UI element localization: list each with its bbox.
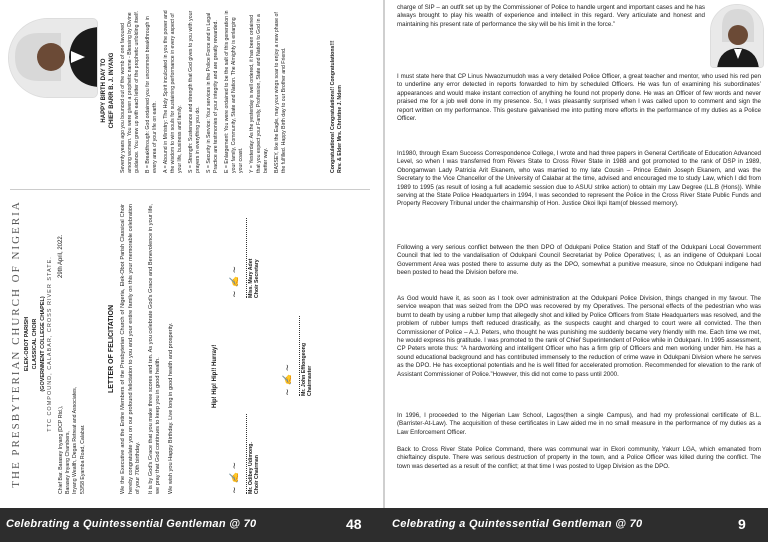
portrait-icon xyxy=(9,18,98,97)
body-paragraph: As God would have it, as soon as I took over administration at the Odukpani Police Division, things changed in my favour. The service weapon that was seized from the DPO was recovered by my Operatives. The personal effects of the pedestrian who was burnt to death by using a rubber lump that allegedly shot and killed by Police Officers from State Headquarters was resolved, and the problem of rubber lumps theft reduced drastically, as the suspects caught and charged to court were all convicted. The then Commissioner of Police – A.J. Peters, who thought he was punishing me suddenly became very friendly with me. Each time we met, he would express his gratitude. I was promoted to the rank of Chief Superintendent of Police while in Odukpani. In 1995 assessment, CP Peters wrote thus: “A hardworking and intelligent Officer who has a firm grip of Officers and men working under him. He has a sound educational background and has contributed immensely to the reduction of crime wave in Odukpani Division where he serves as the DPO. He has exceptional potentials and he is well fitted for accelerated promotion. Recommended for elevation to the rank of Assistant Commissioner of Police.”However, this did not come to pass until 2000. xyxy=(397,295,761,378)
body-paragraph: charge of SIP – an outfit set up by the Commissioner of Police to handle urgent and important cases and he has always brought to play his wealth of experience and intellect in this regard. Very articulate and honest and maintaining his present rate of performance the sky will be his limit in the force.” xyxy=(397,4,705,28)
birthday-paragraph: S = Strength: Sustenance and strength that God gives to you with your prayers in everything you do. xyxy=(188,10,201,173)
church-letterhead xyxy=(10,194,53,494)
recipient-line: Barasey Inyang Chambers, xyxy=(65,431,72,494)
birthday-paragraph: Seventy years ago you bounced out of the womb of one favoured among women. You were given a prophetic name - Blessing by Divine guidance. You grew up with each letter of the prophetic unfolding itself. xyxy=(120,10,140,173)
birthday-paragraph: Y = Yesterday: As the yesterday is well ordered, it has been ordained that you expect your Family, Profession, State and Nation to God in a better way. xyxy=(249,14,269,173)
left-page xyxy=(0,0,383,508)
church-choir: CLASSICAL CHOIR xyxy=(32,318,38,370)
birthday-paragraph: A = Abound in Ministry: The Holy Spirit inculcated in you the power and the wisdom to win souls for sustaining performance in every aspect of your life, business and family. xyxy=(163,10,183,173)
page-number-left: 48 xyxy=(346,516,362,532)
church-parish: ELEK-OBOT PARISH xyxy=(24,316,30,372)
body-paragraph: I must state here that CP Linus Nwaozumudoh was a very detailed Police Officer, a great teacher and mentor, who used his red pen to underline any error detected in reports forwarded to him by scheduled Officers. He was fun of examining his subordinates’ appearances and would make instant correction of anything he found not properly done. He was an Officer of few words and never praised me for a job well done in my presence. So, I was pleasantly surprised when I was called upon to comment and sign the report written on my performance. This gesture galvanised me into putting more efforts in the performance of my duties as a Police Officer. xyxy=(397,73,761,123)
church-name: THE PRESBYTERIAN CHURCH OF NIGERIA xyxy=(10,200,22,488)
body-paragraph: In 1996, I proceeded to the Nigerian Law School, Lagos(then a single Campus), and had my professional certificate of B.L. (Barrister-At-Law). The acquisition of these certificates in Law aided me in no small measure in the performance of my duties as a Law Enforcement Officer. xyxy=(397,412,761,436)
birthday-title xyxy=(100,8,116,173)
footer-bar xyxy=(0,508,768,542)
letter-title: LETTER OF FELICITATION xyxy=(108,305,115,394)
letter-body xyxy=(120,204,181,494)
letter-date: 29th April, 2022. xyxy=(58,234,64,278)
handwritten-signature: ~ ✍ ~ xyxy=(283,363,293,396)
body-paragraph: Back to Cross River State Police Command, there was communal war in Ekori community, Yakurr LGA, which emanated from chieftaincy dispute. There was serious destruction of property in the town, and a Police Officer was killed during the conflict. The town was deserted as a result of the conflict; at that time I was posted to Ugep Division as the DPO. xyxy=(397,446,761,470)
signatory-name: Mr. Odibey Udimong. xyxy=(246,414,254,494)
hip-hip-hurray: Hip! Hip! Hip!! Hurray! xyxy=(212,344,218,408)
body-paragraph: In1980, through Exam Success Correspondence College, I wrote and had three papers in General Certificate of Education Advanced Level, so when I was transferred from Rivers State to Cross River State in 1988 and got promoted to the rank of DSP in 1989, Obongamwan Lady Patricia Arit Ekanem, who was married to my late Cousin – Prince Edwin Joseph Ekanem, and was the Secretary to the Vice Chancellor of the University of Calabar at the time, advised and encouraged me to study Law, which I did from 1989 to 1995 (as result of losing a full academic session due to ASUU strike action) to obtain my Law Degree (LL.B (Hons)). While serving at the State Police Headquarters in 1994, I was seconded to represent the Police in the Cross River State Public Funds and Property Recovery Tribunal under the chairmanship of Hon. Justice Okoi Ikpi Itam(of blessed memory). xyxy=(397,150,761,208)
letter-paragraph: It is by God's Grace that you make three scores and ten. As you celebrate God's Grace and Benevolence in your life, we pray that God continues to keep you in good health. xyxy=(147,204,162,494)
footer-title-left: Celebrating a Quintessential Gentleman @ 70 xyxy=(6,518,257,530)
birthday-signoff xyxy=(330,8,344,173)
signature-chairman xyxy=(232,414,261,494)
portrait-icon xyxy=(711,5,764,68)
birthday-signatory: Rev. & Elder Mrs. Christine J. Ndem xyxy=(337,85,343,173)
letter-paragraph: We the Executive and the Entire Members of the Presbyterian Church of Nigeria, Elek-Obot Parish Classical Choir hereby congratulate you on our profound felicitation to you and your entire family on this your memorable celebration of your 70th birthday. xyxy=(120,204,142,494)
birthday-title-line: CHIEF BARR B. J. INYANG xyxy=(109,52,115,129)
birthday-message xyxy=(120,8,292,173)
rotated-letter-spread xyxy=(0,0,383,508)
birthday-closing: BASSEY, like the Eagle, may your wings soar to enjoy a new phase of the fulfilled. Happy Birth day to our Brother and Friend. xyxy=(274,12,287,173)
church-chapel: (GOVERNMENT COLLEGE CHAPEL) xyxy=(40,296,46,392)
page-number-right: 9 xyxy=(738,516,746,532)
birthday-title-line: HAPPY BIRTH DAY TO xyxy=(101,58,107,123)
birthday-paragraph: B = Breakthrough: God ordained you for uncommon breakthrough in every area of your life on earth. xyxy=(145,16,158,173)
letter-recipient xyxy=(58,344,87,494)
recipient-line: Chief Bar. Barasey Inyang (DCP Rtd.), xyxy=(58,405,64,494)
column-divider xyxy=(10,189,370,190)
letter-paragraph: We wish you Happy Birthday. Live long in good health and prosperity. xyxy=(167,322,174,494)
congratulations-line: Congratulations! Congratulations!! Congratulations!!! xyxy=(330,40,336,173)
church-address: TTC COMPOUND, CALABAR, CROSS RIVER STATE. xyxy=(47,256,53,432)
portrait-photo xyxy=(8,18,98,98)
birthday-paragraph: S = Security in Service: Your services in the Police Force and in Legal Practice are testimonies of your integrity and are greatly rewarded. xyxy=(206,12,219,173)
signatory-role: Choir Secretary xyxy=(254,259,261,298)
signatory-name: Miss. Mary Adet xyxy=(246,218,254,298)
handwritten-signature: ~ ✍ ~ xyxy=(230,461,240,494)
body-paragraph: Following a very serious conflict between the then DPO of Odukpani Police Station and Staff of the Odukpani Local Government Council that led to the vandalisation of Odukpani Council Secretariat by Police Operatives; I, as an indigene of Odukpani Local Government Area was posted there to assume duty as the DPO, somewhat a punitive measure, since no Odukpani indigene had been posted to head the Division before me. xyxy=(397,244,761,277)
signatory-role: Choir Chairman xyxy=(254,455,261,494)
signatory-name: Mr. John Effiongeong xyxy=(299,316,307,396)
birthday-paragraph: E = Enlargement: You were ordained to be the salt of this generation in your family, Community, State and Nation. The Almighty is enlarging your coast. xyxy=(224,10,244,173)
portrait-photo-right xyxy=(710,4,764,68)
signatory-role: Chairmaster xyxy=(307,365,314,396)
recipient-line: 53/58 Eyamba Road, Calabar. xyxy=(79,424,86,494)
handwritten-signature: ~ ✍ ~ xyxy=(230,265,240,298)
signature-secretary xyxy=(232,218,261,298)
recipient-line: Inyang Wealth, Degas Retreat and Associates, xyxy=(72,386,79,494)
right-page xyxy=(385,0,768,508)
letter-content xyxy=(0,0,383,508)
signature-chairmaster xyxy=(285,316,314,396)
footer-title-right: Celebrating a Quintessential Gentleman @ 70 xyxy=(392,518,643,530)
